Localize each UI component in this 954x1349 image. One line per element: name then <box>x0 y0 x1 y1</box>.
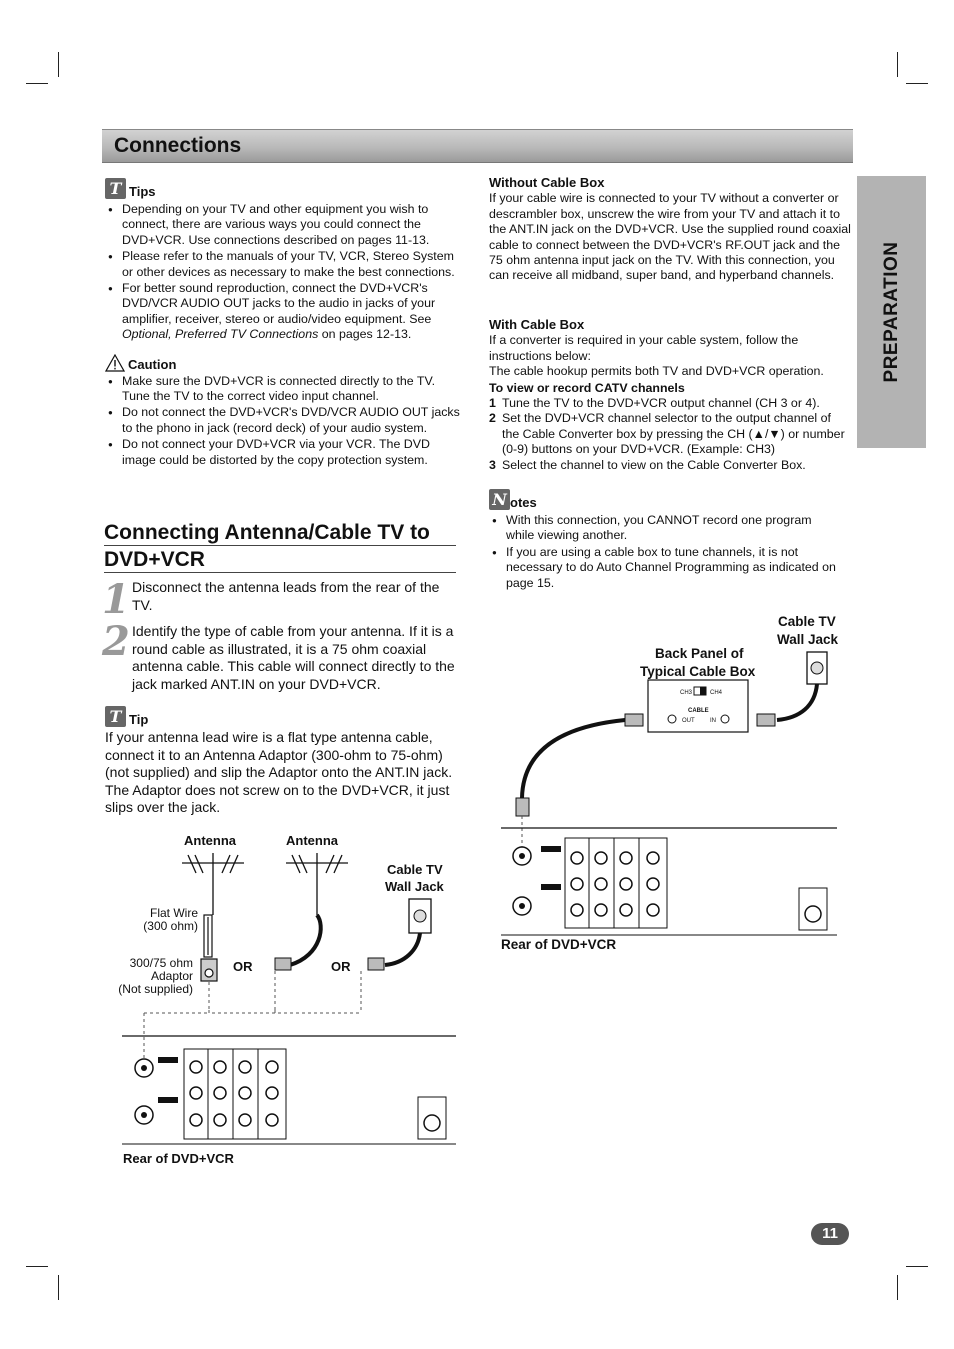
svg-text:IN: IN <box>710 718 716 724</box>
with-cable-box-text: The cable hookup permits both TV and DVD+VCR operation. <box>489 364 824 379</box>
section-heading <box>104 519 456 573</box>
without-cable-box-section <box>489 175 851 284</box>
side-tab <box>857 176 926 448</box>
antenna-label: Antenna <box>286 833 338 848</box>
wall-jack-label: Cable TV <box>387 862 443 877</box>
wall-jack-icon <box>807 652 827 684</box>
wall-jack-icon <box>409 899 431 933</box>
list-item: ● Do not connect the DVD+VCR's DVD/VCR AUDIO OUT jacks to the phono in jack (record deck) of your audio system. <box>105 405 460 436</box>
list-item: ● Please refer to the manuals of your TV, VCR, Stereo System or other devices as necessary to make the best connections. <box>105 249 460 280</box>
with-cable-box-text: If a converter is required in your cable system, follow the instructions below: <box>489 333 799 363</box>
or-label: OR <box>233 959 253 974</box>
svg-text:CH3: CH3 <box>680 690 693 696</box>
rear-panel-illustration <box>513 838 827 930</box>
tip-heading: Tip <box>129 712 149 727</box>
step-number: 2 <box>102 618 130 665</box>
tips-heading: Tips <box>129 184 156 199</box>
wall-jack-label: Wall Jack <box>385 879 444 894</box>
tip-icon: T <box>105 178 126 199</box>
rear-label: Rear of DVD+VCR <box>501 937 617 952</box>
antenna-connection-diagram <box>100 825 470 1170</box>
catv-heading: To view or record CATV channels <box>489 380 685 395</box>
crop-mark <box>58 52 59 77</box>
cable-box-connection-diagram <box>495 608 845 953</box>
svg-text:(300 ohm): (300 ohm) <box>143 919 198 933</box>
list-item: 3 Select the channel to view on the Cable Converter Box. <box>489 457 806 472</box>
list-item: 2 Set the DVD+VCR channel selector to the output channel of the Cable Converter box by pressing the CH (▲/▼) or number (0-9) buttons on your DVD+VCR. (Example: CH3) <box>489 411 845 457</box>
tip-section <box>105 706 461 817</box>
cable-box-panel <box>648 680 748 732</box>
list-item: ● Make sure the DVD+VCR is connected directly to the TV. Tune the TV to the correct video input channel. <box>105 374 460 405</box>
crop-mark <box>897 52 898 77</box>
svg-text:300/75 ohm: 300/75 ohm <box>129 956 193 970</box>
step-text: Identify the type of cable from your antenna. If it is a round cable as illustrated, it is a 75 ohm coaxial antenna cable. This cable will connect directly to the jack marked ANT.IN on your DVD+VCR. <box>132 623 455 692</box>
caution-heading: Caution <box>128 356 177 372</box>
list-item: ● With this connection, you CANNOT record one program while viewing another. <box>489 513 839 544</box>
list-item: ● For better sound reproduction, connect the DVD+VCR's DVD/VCR AUDIO OUT jacks to the audio in jacks of your amplifier, receiver, stereo or audio/video equipment. See Optional, Preferred TV Connections on pages 12-13. <box>105 281 460 343</box>
tips-section <box>105 178 460 469</box>
side-tab-label: PREPARATION <box>880 241 902 383</box>
list-item: ● Depending on your TV and other equipment you wish to connect, there are various ways you could connect the DVD+VCR. Use connections described on pages 11-13. <box>105 202 460 248</box>
rear-label: Rear of DVD+VCR <box>123 1151 234 1166</box>
with-cable-box-heading: With Cable Box <box>489 317 585 332</box>
list-item: ● Do not connect your DVD+VCR via your VCR. The DVD image could be distorted by the copy protection system. <box>105 437 460 468</box>
svg-text:Flat Wire: Flat Wire <box>150 906 198 920</box>
list-item: 1 Tune the TV to the DVD+VCR output channel (CH 3 or 4). <box>489 396 820 411</box>
step-text: Disconnect the antenna leads from the rear of the TV. <box>132 579 440 613</box>
section-title-line2: DVD+VCR <box>104 548 205 571</box>
flat-wire-icon <box>201 915 217 981</box>
antenna-label: Antenna <box>184 833 236 848</box>
note-icon: N <box>489 489 510 510</box>
step-number: 1 <box>102 576 130 623</box>
crop-mark <box>897 1275 898 1300</box>
notes-heading: otes <box>510 494 537 510</box>
svg-text:Cable TV: Cable TV <box>778 614 836 629</box>
notes-section <box>489 489 839 592</box>
caution-icon <box>105 354 125 372</box>
svg-text:Back Panel of: Back Panel of <box>655 646 744 661</box>
header-bar <box>102 129 853 163</box>
crop-mark <box>58 1275 59 1300</box>
tips-list <box>105 202 460 343</box>
svg-text:CABLE: CABLE <box>688 708 709 714</box>
svg-text:Wall Jack: Wall Jack <box>777 632 839 647</box>
svg-text:(Not supplied): (Not supplied) <box>118 982 193 996</box>
without-cable-box-heading: Without Cable Box <box>489 175 605 190</box>
antenna-icon <box>286 853 348 915</box>
or-label: OR <box>331 959 351 974</box>
crop-mark <box>906 1266 928 1267</box>
crop-mark <box>906 83 928 84</box>
crop-mark <box>26 83 48 84</box>
svg-text:Typical Cable Box: Typical Cable Box <box>640 664 756 679</box>
catv-steps <box>489 396 851 473</box>
page-number: 11 <box>811 1223 849 1245</box>
rear-panel-illustration <box>135 1049 446 1139</box>
list-item: ● If you are using a cable box to tune channels, it is not necessary to do Auto Channel Programming as indicated on page 15. <box>489 545 839 591</box>
section-title-line1: Connecting Antenna/Cable TV to <box>104 521 430 544</box>
caution-list <box>105 374 460 468</box>
page-title: Connections <box>114 134 242 157</box>
notes-list <box>489 513 839 591</box>
crop-mark <box>26 1266 48 1267</box>
svg-text:OUT: OUT <box>682 718 695 724</box>
coax-connector-icon <box>275 958 291 970</box>
svg-text:CH4: CH4 <box>710 690 723 696</box>
tip-icon: T <box>105 706 126 727</box>
without-cable-box-text: If your cable wire is connected to your TV without a converter or descrambler box, unscrew the wire from your TV and attach it to the ANT.IN jack on the DVD+VCR. Use the supplied round coaxial cable to connect between the DVD+VCR's RF.OUT jack and the 75 ohm antenna input jack on the TV. With this connection, you can receive all midband, super band, and hyperband channels. <box>489 191 851 283</box>
svg-text:Adaptor: Adaptor <box>150 969 193 983</box>
with-cable-box-section <box>489 317 851 473</box>
tip-text: If your antenna lead wire is a flat type antenna cable, connect it to an Antenna Adaptor (300-ohm to 75-ohm) (not supplied) and slip the Adaptor onto the ANT.IN jack. The Adaptor does not screw on to the DVD+VCR, it just slips over the jack. <box>105 729 453 815</box>
